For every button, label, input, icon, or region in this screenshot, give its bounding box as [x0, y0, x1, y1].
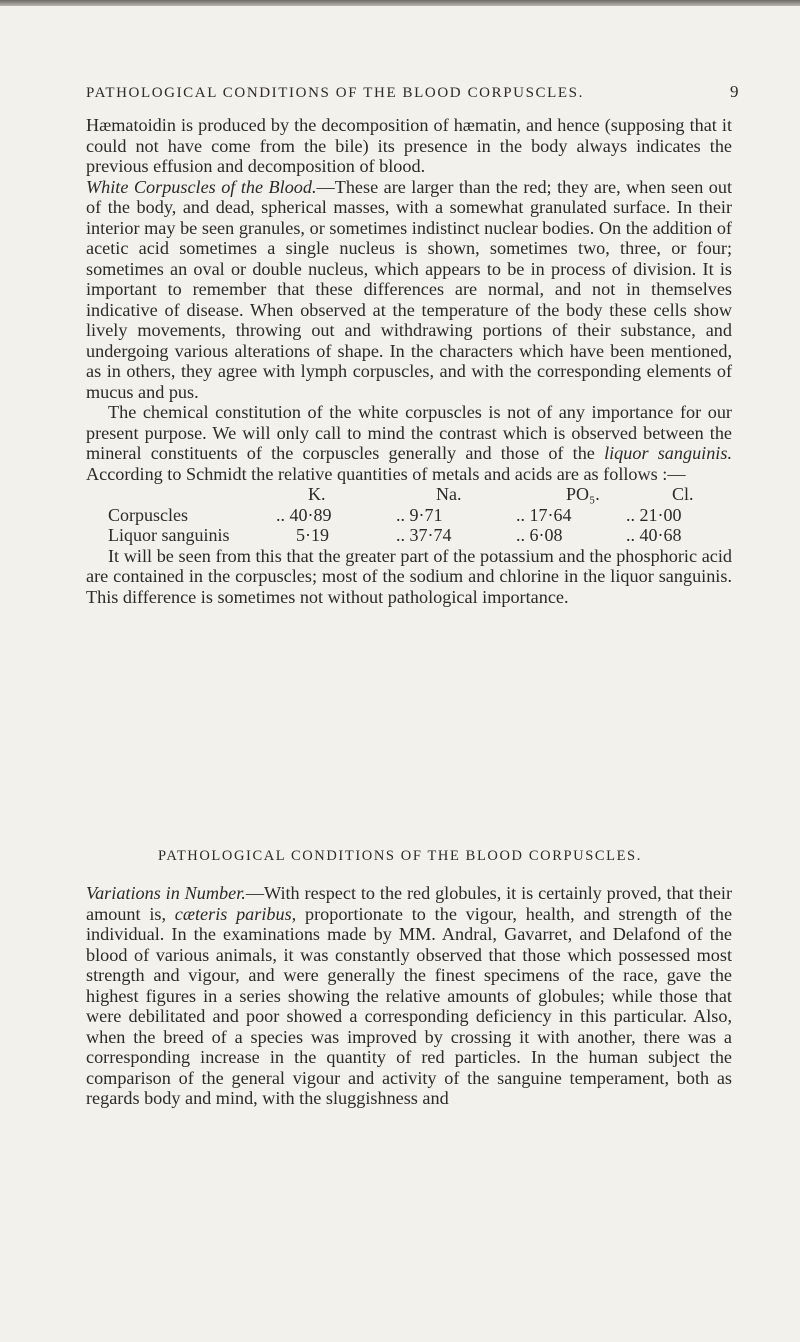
variations-body-a: —With respect to the red globules, it is certainly proved, that their amount is,	[86, 883, 732, 924]
white-corpuscles-body: —These are larger than the red; they are, when seen out of the body, and dead, spherical masses, with a somewhat granulated surface. In their interior may be seen granules, or sometimes indistinct nuclear bodies. On the addition of acetic acid sometimes a single nucleus is shown, sometimes two, three, or four; sometimes an oval or double nucleus, which appears to be in process of division. It is important to remember that these differences are normal, and not in themselves indicative of disease. When observed at the temperature of the body these cells show lively movements, throwing out and withdrawing portions of their substance, and undergoing various alterations of shape. In the characters which have been mentioned, as in others, they agree with lymph corpuscles, and with the corresponding elements of mucus and pus.	[86, 176, 732, 402]
table-header-k: K.	[308, 484, 326, 504]
paragraph-chemical-constitution	[86, 402, 732, 484]
table-header-cl: Cl.	[672, 484, 694, 504]
paragraph-haematoidin: Hæmatoidin is produced by the decomposition of hæmatin, and hence (supposing that it could not have come from the bile) its presence in the body always indicates the previous effusion and decomposition of blood.	[86, 115, 732, 176]
section-text	[86, 883, 732, 1109]
table-header-row	[86, 484, 732, 505]
table-row	[86, 525, 732, 546]
table-cell: .. 37·74	[396, 525, 452, 545]
table-row-label: Corpuscles	[108, 504, 188, 525]
paragraph-variations	[86, 883, 732, 1109]
page-number: 9	[730, 82, 739, 101]
section-title: PATHOLOGICAL CONDITIONS OF THE BLOOD CORPUSCLES.	[158, 848, 642, 864]
variations-italic: cæteris paribus,	[174, 903, 297, 924]
chemical-text-italic: liquor sanguinis.	[604, 443, 732, 463]
main-text	[86, 115, 732, 607]
variations-body-b: proportionate to the vigour, health, and strength of the individual. In the examinations made by MM. Andral, Gavarret, and Delafond of the blood of various animals, it was constantly observed that those which possessed most strength and vigour, and were generally the finest specimens of the race, gave the highest figures in a series showing the relative amounts of globules; while those that were debilitated and poor showed a corresponding deficiency in this particular. Also, when the breed of a species was improved by crossing it with another, there was a corresponding increase in the quantity of red particles. In the human subject the comparison of the general vigour and activity of the sanguine temperament, both as regards body and mind, with the sluggishness and	[86, 903, 733, 1108]
chemical-text-a: The chemical constitution of the white corpuscles is not of any importance for our present purpose. We will only call to mind the contrast which is observed between the mineral constituents of the corpuscles generally and those of the	[86, 402, 732, 463]
table-row-label: Liquor sanguinis	[108, 525, 230, 545]
table-cell: 5·19	[296, 525, 329, 545]
table-cell: .. 40·89	[276, 504, 332, 525]
table-cell: .. 40·68	[626, 525, 682, 545]
table-row	[86, 505, 732, 526]
table-header-na: Na.	[436, 484, 462, 504]
paragraph-potassium: It will be seen from this that the greater part of the potassium and the phosphoric acid are contained in the corpuscles; most of the sodium and chlorine in the liquor sanguinis. This difference is sometimes not without pathological importance.	[86, 545, 732, 607]
table-cell: .. 17·64	[516, 504, 572, 525]
running-head: PATHOLOGICAL CONDITIONS OF THE BLOOD CORPUSCLES.	[86, 85, 584, 101]
table-cell: .. 21·00	[626, 504, 682, 525]
chemical-text-b: According to Schmidt the relative quantities of metals and acids are as follows :—	[86, 463, 686, 484]
white-corpuscles-heading: White Corpuscles of the Blood.	[86, 176, 317, 197]
composition-table	[86, 484, 732, 546]
table-cell: .. 9·71	[396, 504, 443, 525]
table-header-po5: PO₅.	[566, 484, 600, 504]
paragraph-white-corpuscles	[86, 177, 732, 403]
table-cell: .. 6·08	[516, 525, 563, 545]
variations-heading: Variations in Number.	[86, 883, 246, 903]
table-header-blank	[86, 484, 276, 505]
page-top-edge	[0, 0, 800, 6]
